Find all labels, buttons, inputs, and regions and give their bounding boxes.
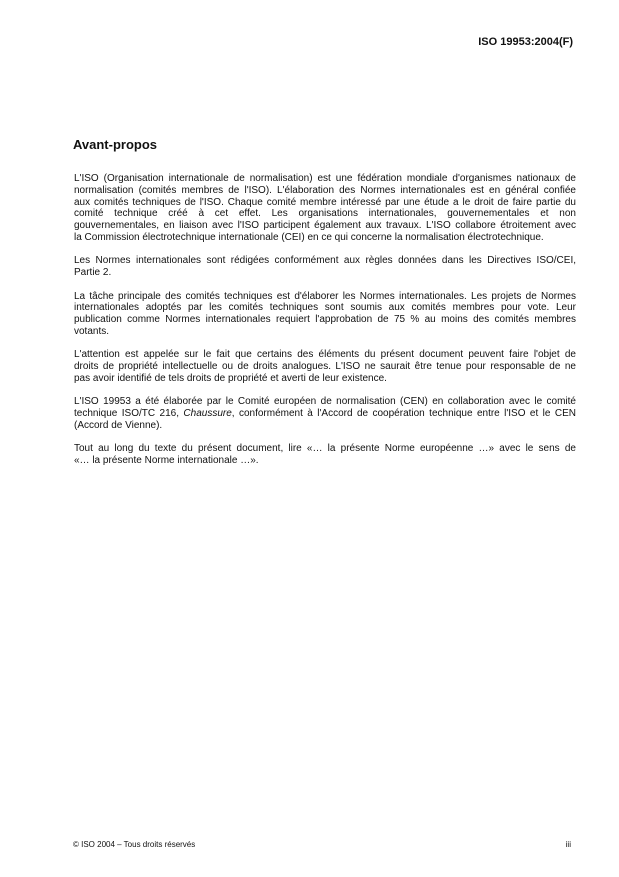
text-line: La tâche principale des comités techniques est d'élaborer les Normes internationales. Les projets de Normes <box>74 290 576 302</box>
text-line: la Commission électrotechnique internationale (CEI) en ce qui concerne la normalisation électrotechnique. <box>74 231 544 243</box>
text-line: pas avoir identifié de tels droits de propriété et averti de leur existence. <box>74 372 387 384</box>
text-line: L'ISO (Organisation internationale de normalisation) est une fédération mondiale d'organismes nationaux de <box>74 173 576 184</box>
text-run: technique ISO/TC 216, <box>74 408 184 419</box>
text-run: , conformément à l'Accord de coopération technique entre l'ISO et le CEN <box>231 408 576 419</box>
page-number: iii <box>565 840 571 849</box>
document-body <box>74 173 576 479</box>
text-line: Tout au long du texte du présent document, lire «… la présente Norme européenne …» avec le sens de <box>74 443 576 455</box>
text-line: droits de propriété intellectuelle ou de droits analogues. L'ISO ne saurait être tenue pour responsable de ne <box>74 361 576 372</box>
committee-name-italic: Chaussure <box>183 408 232 419</box>
text-line: internationales adoptés par les comités techniques sont soumis aux comités membres pour vote. Leur <box>74 302 576 314</box>
text-line: publication comme Normes internationales requiert l'approbation de 75 % au moins des comités membres <box>74 314 576 325</box>
text-line: L'ISO 19953 a été élaborée par le Comité européen de normalisation (CEN) en collaboration avec le comité <box>74 396 576 408</box>
paragraph-6 <box>74 443 576 467</box>
text-line <box>74 408 576 420</box>
text-line: (Accord de Vienne). <box>74 419 163 431</box>
paragraph-1 <box>74 173 576 244</box>
text-line: L'attention est appelée sur le fait que certains des éléments du présent document peuvent faire l'objet de <box>74 349 576 361</box>
text-line: aux comités techniques de l'ISO. Chaque comité membre intéressé par une étude a le droit de faire partie du <box>74 196 576 208</box>
text-line: «… la présente Norme internationale …». <box>74 455 259 466</box>
text-line: Les Normes internationales sont rédigées conformément aux règles données dans les Directives ISO/CEI, <box>74 255 576 267</box>
section-title: Avant-propos <box>73 137 158 152</box>
text-line: comité technique créé à cet effet. Les organisations internationales, gouvernementales et non <box>74 208 576 220</box>
text-line: gouvernementales, en liaison avec l'ISO participent également aux travaux. L'ISO collabore étroitement avec <box>74 220 576 231</box>
paragraph-5 <box>74 396 576 431</box>
paragraph-2 <box>74 255 576 279</box>
paragraph-3 <box>74 291 576 338</box>
paragraph-4 <box>74 349 576 384</box>
text-line: normalisation (comités membres de l'ISO). L'élaboration des Normes internationales est en général confiée <box>74 184 576 196</box>
copyright-footer: © ISO 2004 – Tous droits réservés <box>73 840 196 849</box>
text-line: votants. <box>74 325 110 337</box>
document-id-header: ISO 19953:2004(F) <box>478 36 573 48</box>
text-line: Partie 2. <box>74 267 112 278</box>
